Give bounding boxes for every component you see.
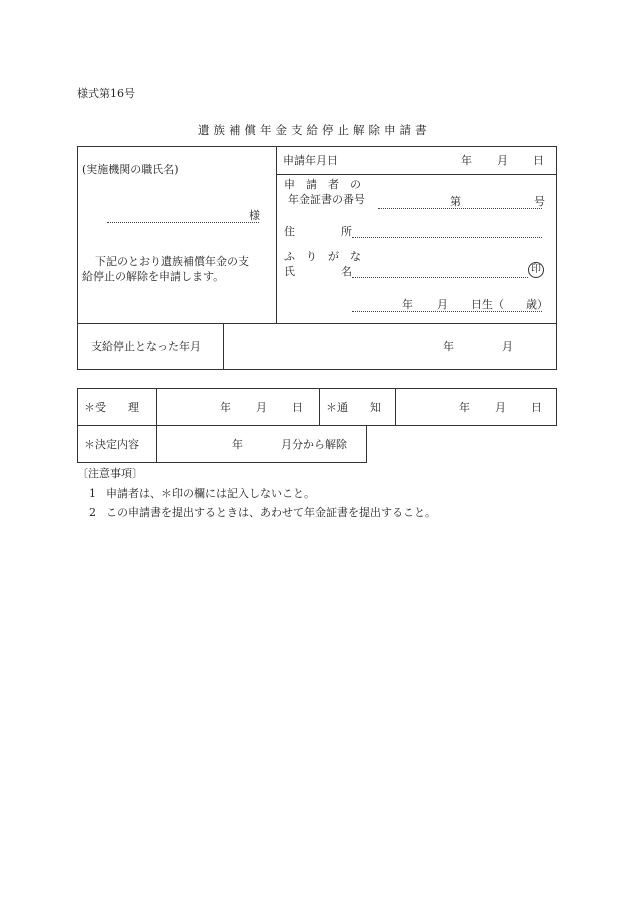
birth-year[interactable]: 年 <box>402 298 413 311</box>
birth-age[interactable]: 歳） <box>526 298 548 311</box>
notice-year: 年 <box>459 401 470 414</box>
note-2-number: 2 <box>89 506 96 519</box>
note-1-number: 1 <box>89 487 96 500</box>
form-number: 様式第16号 <box>77 87 135 100</box>
request-text-line1: 下記のとおり遺族補償年金の支 <box>95 255 249 268</box>
name-label-1: 氏 <box>284 265 295 278</box>
address-field[interactable] <box>352 237 542 238</box>
receipt-day: 日 <box>292 401 303 414</box>
receipt-label: ＊受 理 <box>84 401 139 414</box>
birth-day[interactable]: 日生（ <box>471 298 504 311</box>
notes-heading: 〔注意事項〕 <box>77 467 143 480</box>
certificate-number-prefix: 第 <box>450 195 461 208</box>
suspension-label: 支給停止となった年月 <box>91 340 201 353</box>
receipt-year: 年 <box>220 401 231 414</box>
seal-mark: 印 <box>528 262 544 278</box>
honorific: 様 <box>249 209 260 222</box>
office-use-table <box>77 388 557 426</box>
furigana-label: ふ り が な <box>284 250 361 263</box>
suspension-month[interactable]: 月 <box>502 340 513 353</box>
note-1-text: 申請者は、＊印の欄には記入しないこと。 <box>106 487 315 500</box>
suspension-year[interactable]: 年 <box>443 340 454 353</box>
decision-label-divider <box>156 425 157 463</box>
notice-month: 月 <box>495 401 506 414</box>
notice-label-divider <box>395 388 396 426</box>
decision-year: 年 <box>232 438 243 451</box>
note-2-text: この申請書を提出するときは、あわせて年金証書を提出すること。 <box>106 506 436 519</box>
suspension-label-divider <box>223 323 224 370</box>
birth-month[interactable]: 月 <box>437 298 448 311</box>
receipt-month: 月 <box>256 401 267 414</box>
applicant-label: 申 請 者 の <box>284 178 361 191</box>
decision-text: 月分から解除 <box>281 438 347 451</box>
name-label-2: 名 <box>341 265 352 278</box>
address-label-2: 所 <box>341 225 352 238</box>
certificate-number-label: 年金証書の番号 <box>288 193 365 206</box>
notice-day: 日 <box>531 401 542 414</box>
birth-date-field[interactable] <box>352 311 542 312</box>
name-field[interactable] <box>352 277 528 278</box>
application-date-day[interactable]: 日 <box>533 154 544 167</box>
notice-label: ＊通 知 <box>326 401 381 414</box>
institution-name-field[interactable] <box>107 222 259 223</box>
receipt-label-divider <box>156 388 157 426</box>
receipt-notice-divider <box>319 388 320 426</box>
address-label-1: 住 <box>284 225 295 238</box>
date-row-divider <box>276 174 557 175</box>
certificate-number-suffix: 号 <box>534 195 545 208</box>
decision-label: ＊決定内容 <box>84 438 139 451</box>
main-table-center-divider <box>276 146 277 323</box>
application-date-month[interactable]: 月 <box>497 154 508 167</box>
institution-label: (実施機関の職氏名) <box>82 163 179 176</box>
application-date-year[interactable]: 年 <box>461 154 472 167</box>
certificate-number-field[interactable] <box>378 208 542 209</box>
request-text-line2: 給停止の解除を申請します。 <box>82 270 225 283</box>
suspension-row-divider <box>77 323 557 324</box>
application-date-label: 申請年月日 <box>283 154 338 167</box>
form-title: 遺族補償年金支給停止解除申請書 <box>198 123 431 137</box>
